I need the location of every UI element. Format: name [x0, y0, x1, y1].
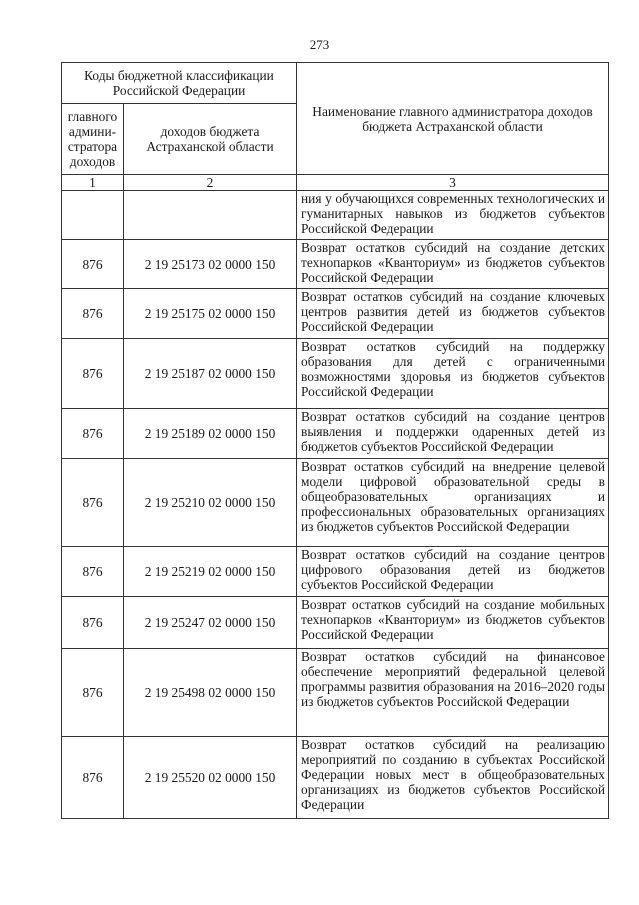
income-code-cell: 2 19 25498 02 0000 150 [124, 649, 297, 737]
header-num2: 2 [124, 175, 297, 191]
income-code-cell: 2 19 25187 02 0000 150 [124, 339, 297, 409]
header-num3: 3 [297, 175, 609, 191]
admin-code-cell [62, 191, 124, 240]
header-col1: главного админи-стратора доходов [62, 104, 124, 175]
budget-classification-table [61, 62, 609, 819]
admin-code-cell: 876 [62, 240, 124, 289]
table-row [62, 289, 609, 339]
admin-code-cell: 876 [62, 547, 124, 597]
table-row [62, 191, 609, 240]
name-cell: Возврат остатков субсидий на создание центров выявления и поддержки одаренных детей из бюджетов субъектов Российской Федерации [297, 409, 609, 459]
name-cell: Возврат остатков субсидий на реализацию мероприятий по созданию в субъектах Российской Федерации новых мест в общеобразовательных организациях из бюджетов субъектов Российской Федерации [297, 737, 609, 819]
name-cell: Возврат остатков субсидий на создание центров цифрового образования детей из бюджетов субъектов Российской Федерации [297, 547, 609, 597]
name-cell: Возврат остатков субсидий на создание детских технопарков «Кванториум» из бюджетов субъектов Российской Федерации [297, 240, 609, 289]
income-code-cell [124, 191, 297, 240]
table-row [62, 597, 609, 649]
header-col3: Наименование главного администратора доходов бюджета Астраханской области [297, 63, 609, 175]
table-row [62, 240, 609, 289]
income-code-cell: 2 19 25173 02 0000 150 [124, 240, 297, 289]
table-row [62, 409, 609, 459]
income-code-cell: 2 19 25175 02 0000 150 [124, 289, 297, 339]
table-row [62, 737, 609, 819]
admin-code-cell: 876 [62, 339, 124, 409]
admin-code-cell: 876 [62, 409, 124, 459]
income-code-cell: 2 19 25189 02 0000 150 [124, 409, 297, 459]
table-row [62, 547, 609, 597]
header-col2: доходов бюджета Астраханской области [124, 104, 297, 175]
table-row [62, 649, 609, 737]
header-num1: 1 [62, 175, 124, 191]
admin-code-cell: 876 [62, 289, 124, 339]
income-code-cell: 2 19 25520 02 0000 150 [124, 737, 297, 819]
table-row [62, 339, 609, 409]
name-cell: Возврат остатков субсидий на поддержку образования для детей с ограниченными возможностями здоровья из бюджетов субъектов Российской Федерации [297, 339, 609, 409]
header-row-group [62, 63, 609, 104]
income-code-cell: 2 19 25219 02 0000 150 [124, 547, 297, 597]
table-row [62, 459, 609, 547]
income-code-cell: 2 19 25210 02 0000 150 [124, 459, 297, 547]
name-cell: Возврат остатков субсидий на финансовое обеспечение мероприятий федеральной целевой программы развития образования на 2016–2020 годы из бюджетов субъектов Российской Федерации [297, 649, 609, 737]
income-code-cell: 2 19 25247 02 0000 150 [124, 597, 297, 649]
name-cell: ния у обучающихся современных технологических и гуманитарных навыков из бюджетов субъектов Российской Федерации [297, 191, 609, 240]
header-group-title: Коды бюджетной классификации Российской Федерации [62, 63, 297, 104]
name-cell: Возврат остатков субсидий на создание ключевых центров развития детей из бюджетов субъектов Российской Федерации [297, 289, 609, 339]
admin-code-cell: 876 [62, 737, 124, 819]
name-cell: Возврат остатков субсидий на создание мобильных технопарков «Кванториум» из бюджетов субъектов Российской Федерации [297, 597, 609, 649]
admin-code-cell: 876 [62, 459, 124, 547]
header-row-numbers [62, 175, 609, 191]
admin-code-cell: 876 [62, 597, 124, 649]
admin-code-cell: 876 [62, 649, 124, 737]
name-cell: Возврат остатков субсидий на внедрение целевой модели цифровой образовательной среды в общеобразовательных организациях и профессиональных образовательных организациях из бюджетов субъектов Российской Федерации [297, 459, 609, 547]
page-number: 273 [309, 37, 330, 52]
